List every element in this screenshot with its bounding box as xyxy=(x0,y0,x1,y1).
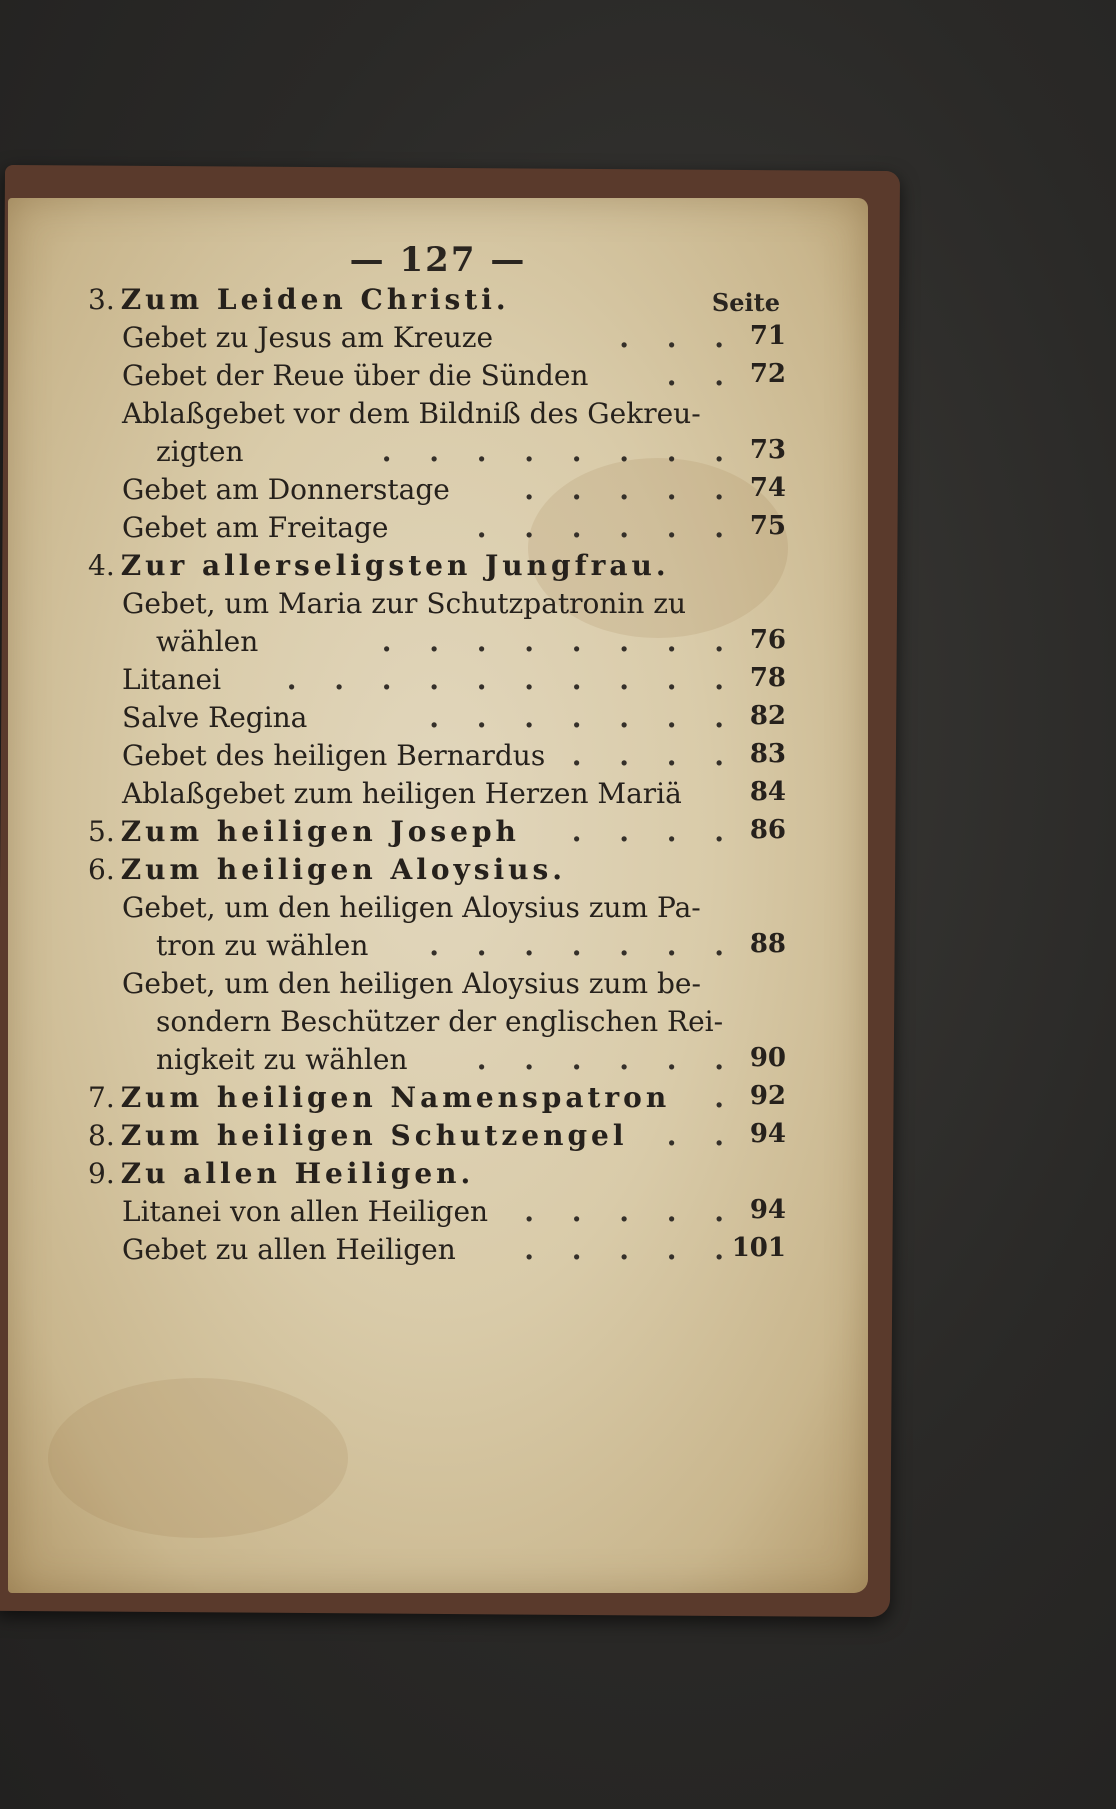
toc-leader-dots: . . . . . . . . xyxy=(381,435,738,468)
toc-page-number: 83 xyxy=(749,739,786,769)
toc-entry-text xyxy=(88,1081,670,1114)
toc-leader-dots: . . xyxy=(666,1119,738,1152)
toc-section-number: 3. xyxy=(88,283,115,316)
toc-entry-text xyxy=(88,1157,474,1190)
toc-title: Gebet, um den heiligen Aloysius zum be- xyxy=(122,967,701,1000)
toc-section-heading xyxy=(8,283,868,323)
toc-section-number: 7. xyxy=(88,1081,115,1114)
toc-title: nigkeit zu wählen xyxy=(156,1043,408,1076)
toc-title: sondern Beschützer der englischen Rei- xyxy=(156,1005,724,1038)
toc-entry-text xyxy=(122,511,389,544)
toc-entry-text xyxy=(156,435,244,468)
toc-page-number: 78 xyxy=(749,663,786,693)
toc-leader-dots: . . xyxy=(666,359,738,392)
toc-title: Gebet, um den heiligen Aloysius zum Pa- xyxy=(122,891,701,924)
toc-leader-dots: . . . . . . . xyxy=(429,929,738,962)
toc-entry xyxy=(8,663,868,703)
toc-title: zigten xyxy=(156,435,244,468)
toc-entry xyxy=(8,359,868,399)
toc-leader-dots: . . . . . . . . xyxy=(381,625,738,658)
toc-page-number: 71 xyxy=(749,321,786,351)
toc-title: Zum heiligen Aloysius. xyxy=(120,853,567,886)
toc-page-number: 86 xyxy=(749,815,786,845)
toc-entry xyxy=(8,739,868,779)
toc-page-number: 101 xyxy=(731,1233,786,1263)
toc-entry-text xyxy=(88,815,520,848)
toc-section-heading xyxy=(8,549,868,589)
toc-entry-text xyxy=(88,549,670,582)
toc-section-heading xyxy=(8,1081,868,1121)
toc-entry xyxy=(8,777,868,817)
toc-leader-dots: . . . . . . . . . . xyxy=(286,663,738,696)
toc-title: Zur allerseligsten Jungfrau. xyxy=(120,549,670,582)
toc-page-number: 75 xyxy=(749,511,786,541)
toc-title: Zum heiligen Namenspatron xyxy=(120,1081,671,1114)
page-stain xyxy=(48,1378,348,1538)
toc-leader-dots: . . . . . xyxy=(524,473,738,506)
toc-entry xyxy=(8,1195,868,1235)
toc-title: Gebet der Reue über die Sünden xyxy=(122,359,589,392)
toc-entry xyxy=(8,1043,868,1083)
toc-title: Gebet zu Jesus am Kreuze xyxy=(122,321,494,354)
toc-section-number: 8. xyxy=(88,1119,115,1152)
toc-leader-dots: . . . . . . xyxy=(476,1043,738,1076)
toc-leader-dots: . . . . . xyxy=(524,1233,738,1266)
toc-entry-text xyxy=(88,853,566,886)
toc-leader-dots: . xyxy=(714,1081,738,1114)
toc-entry-text xyxy=(122,967,701,1000)
toc-entry-text xyxy=(156,929,368,962)
toc-entry xyxy=(8,625,868,665)
toc-entry-text xyxy=(122,359,588,392)
toc-entry-text xyxy=(122,587,686,620)
toc-page-number: 82 xyxy=(749,701,786,731)
toc-page-number: 84 xyxy=(749,777,786,807)
toc-entry xyxy=(8,435,868,475)
toc-entry-text xyxy=(122,473,450,506)
toc-page-number: 92 xyxy=(749,1081,786,1111)
toc-page-number: 88 xyxy=(749,929,786,959)
toc-section-number: 6. xyxy=(88,853,115,886)
toc-section-heading xyxy=(8,815,868,855)
toc-section-number: 4. xyxy=(88,549,115,582)
toc-title: Salve Regina xyxy=(122,701,308,734)
toc-title: Litanei von allen Heiligen xyxy=(122,1195,489,1228)
toc-entry-text xyxy=(122,397,701,430)
toc-entry xyxy=(8,701,868,741)
toc-title: Gebet zu allen Heiligen xyxy=(122,1233,456,1266)
toc-entry-text xyxy=(122,1233,456,1266)
toc-section-heading xyxy=(8,1157,868,1197)
toc-entry-text xyxy=(156,1005,723,1038)
toc-section-heading xyxy=(8,1119,868,1159)
toc-entry-text xyxy=(122,891,701,924)
toc-title: Zum heiligen Schutzengel xyxy=(120,1119,628,1152)
toc-entry-text xyxy=(122,321,493,354)
toc-page-number: 74 xyxy=(749,473,786,503)
toc-entry xyxy=(8,891,868,931)
toc-leader-dots: . . . . . . xyxy=(476,511,738,544)
toc-leader-dots: . . . . . . . xyxy=(429,701,738,734)
toc-title: wählen xyxy=(156,625,259,658)
toc-title: Zum Leiden Christi. xyxy=(120,283,510,316)
toc-entry xyxy=(8,1233,868,1273)
toc-section-number: 9. xyxy=(88,1157,115,1190)
toc-page-number: 72 xyxy=(749,359,786,389)
toc-entry-text xyxy=(122,1195,488,1228)
toc-leader-dots: . . . . xyxy=(571,815,738,848)
toc-title: tron zu wählen xyxy=(156,929,369,962)
toc-entry xyxy=(8,1005,868,1045)
toc-leader-dots: . . . . . xyxy=(524,1195,738,1228)
toc-title: Gebet, um Maria zur Schutzpatronin zu xyxy=(122,587,687,620)
toc-entry-text xyxy=(122,701,307,734)
toc-section-heading xyxy=(8,853,868,893)
toc-title: Zu allen Heiligen. xyxy=(120,1157,475,1190)
toc-entry xyxy=(8,473,868,513)
toc-entry xyxy=(8,929,868,969)
toc-page-number: 90 xyxy=(749,1043,786,1073)
column-label: Seite xyxy=(711,288,780,317)
toc-entry-text xyxy=(156,1043,408,1076)
toc-title: Ablaßgebet vor dem Bildniß des Gekreu- xyxy=(122,397,701,430)
toc-entry-text xyxy=(156,625,258,658)
toc-page-number: 94 xyxy=(749,1119,786,1149)
toc-entry xyxy=(8,511,868,551)
toc-title: Litanei xyxy=(122,663,222,696)
toc-title: Gebet am Donnerstage xyxy=(122,473,450,506)
toc-section-number: 5. xyxy=(88,815,115,848)
toc-entry-text xyxy=(122,739,545,772)
toc-entry xyxy=(8,321,868,361)
toc-entry-text xyxy=(122,663,221,696)
toc-entry-text xyxy=(88,283,510,316)
toc-entry xyxy=(8,967,868,1007)
toc-entry-text xyxy=(122,777,682,810)
toc-entry-text xyxy=(88,1119,628,1152)
toc-entry xyxy=(8,397,868,437)
page-number-header: — 127 — xyxy=(349,240,527,280)
book-page xyxy=(8,198,868,1593)
toc-leader-dots: . . . . xyxy=(571,739,738,772)
toc-leader-dots: . . . xyxy=(619,321,738,354)
toc-title: Gebet des heiligen Bernardus xyxy=(122,739,546,772)
toc-page-number: 76 xyxy=(749,625,786,655)
toc-title: Zum heiligen Joseph xyxy=(120,815,520,848)
toc-title: Gebet am Freitage xyxy=(122,511,389,544)
toc-page-number: 94 xyxy=(749,1195,786,1225)
toc-title: Ablaßgebet zum heiligen Herzen Mariä xyxy=(122,777,682,810)
toc-entry xyxy=(8,587,868,627)
toc-page-number: 73 xyxy=(749,435,786,465)
